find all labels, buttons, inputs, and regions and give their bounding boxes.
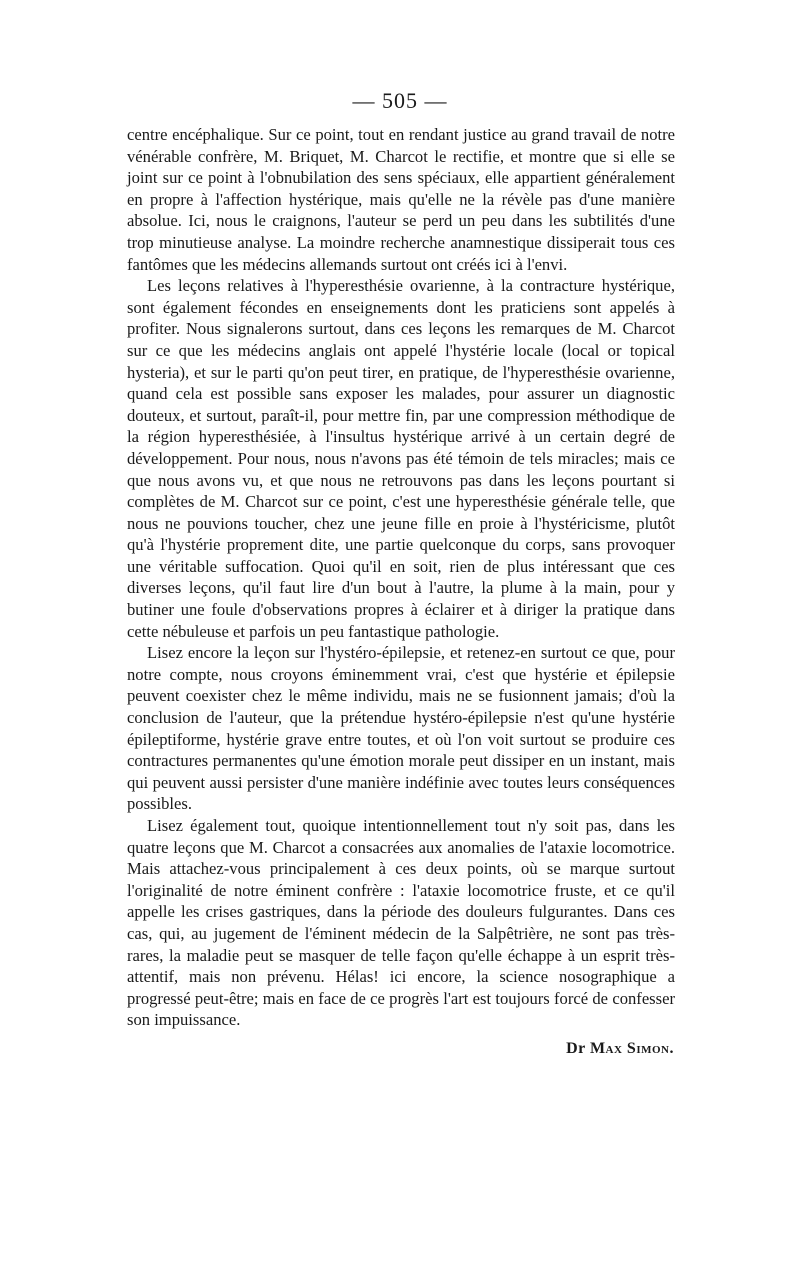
author-signature: [0, 1040, 674, 1058]
signature-name: Max Simon.: [589, 1040, 674, 1057]
paragraph: Les leçons relatives à l'hyperesthésie ovarienne, à la contracture hystérique, sont également fécondes en enseignements dont les praticiens sont appelés à profiter. Nous signalerons surtout, dans ces leçons les remarques de M. Charcot sur ce que les médecins anglais ont appelé l'hystérie locale (local or topical hysteria), et sur le parti qu'on peut tirer, en pratique, de l'hyperesthésie ovarienne, quand cela est possible sans exposer les malades, pour assurer un diagnostic douteux, et surtout, paraît-il, pour mettre fin, par une compression méthodique de la région hyperesthésiée, à l'insultus hystérique arrivé à un certain degré de développement. Pour nous, nous n'avons pas été témoin de tels miracles; mais ce que nous avons vu, et que nous ne retrouvons pas dans les leçons pourtant si complètes de M. Charcot sur ce point, c'est une hyperesthésie générale telle, que nous ne pouvions toucher, chez une jeune fille en proie à l'hystéricisme, plutôt qu'à l'hystérie proprement dite, une partie quelconque du corps, sans provoquer une véritable suffocation. Quoi qu'il en soit, rien de plus intéressant que ces diverses leçons, qu'il faut lire d'un bout à l'autre, la plume à la main, pour y butiner une foule d'observations propres à éclairer et à diriger la pratique dans cette nébuleuse et parfois un peu fantastique pathologie.: [127, 276, 675, 641]
paragraph: centre encéphalique. Sur ce point, tout en rendant justice au grand travail de notre vénérable confrère, M. Briquet, M. Charcot le rectifie, et montre que si elle se joint sur ce point à l'obnubilation des sens spéciaux, elle appartient généralement en propre à l'affection hystérique, mais qu'elle ne la révèle pas d'une manière absolue. Ici, nous le craignons, l'auteur se perd un peu dans les subtilités d'une trop minutieuse analyse. La moindre recherche anamnestique dissiperait tous ces fantômes que les médecins allemands surtout ont créés ici à l'envi.: [127, 125, 675, 274]
signature-title: Dr: [566, 1040, 586, 1057]
paragraph: Lisez encore la leçon sur l'hystéro-épilepsie, et retenez-en surtout ce que, pour notre compte, nous croyons éminemment vrai, c'est que hystérie et épilepsie peuvent coexister chez le même individu, mais ne se fusionnent jamais; d'où la conclusion de l'auteur, que la prétendue hystéro-épilepsie n'est qu'une hystérie épileptiforme, hystérie grave entre toutes, et où l'on voit surtout se produire ces contractures permanentes qu'une émotion morale peut dissiper en un instant, mais qui peuvent aussi persister d'une manière indéfinie avec toutes leurs conséquences possibles.: [127, 643, 675, 814]
page-number: — 505 —: [352, 88, 448, 113]
paragraph: Lisez également tout, quoique intentionnellement tout n'y soit pas, dans les quatre leçons que M. Charcot a consacrées aux anomalies de l'ataxie locomotrice. Mais attachez-vous principalement à ces deux points, où se marque surtout l'originalité de notre éminent confrère : l'ataxie locomotrice fruste, et ce qu'il appelle les crises gastriques, dans la période des douleurs fulgurantes. Dans ces cas, qui, au jugement de l'éminent médecin de la Salpêtrière, ne sont pas très-rares, la maladie peut se masquer de telle façon qu'elle échappe à un esprit très-attentif, mais non prévenu. Hélas! ici encore, la science nosographique a progressé peut-être; mais en face de ce progrès l'art est toujours forcé de confesser son impuissance.: [127, 816, 675, 1030]
body-text: [127, 124, 675, 1031]
